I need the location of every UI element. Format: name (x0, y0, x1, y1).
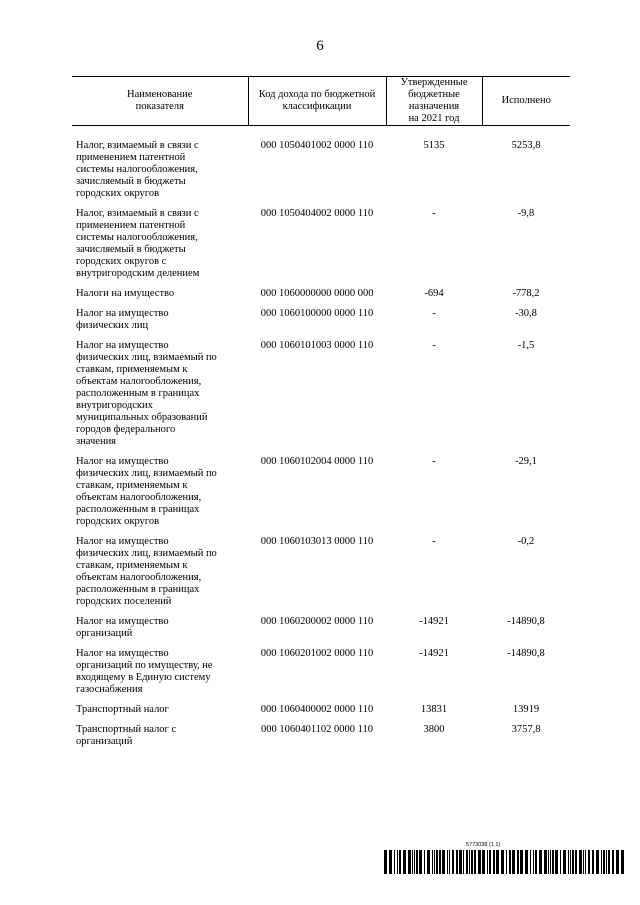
cell-name: Транспортный налог с организаций (76, 724, 177, 747)
barcode-bar (550, 850, 551, 874)
barcode-bar (548, 850, 549, 874)
barcode-bar (525, 850, 528, 874)
header-approved: Утвержденные бюджетные назначения на 2021 год (386, 77, 482, 126)
table-body (72, 126, 570, 757)
table-row (72, 308, 570, 340)
barcode-bar (601, 850, 602, 874)
cell-executed: -0,2 (517, 536, 535, 547)
barcode-bar (466, 850, 468, 874)
barcode-bar (489, 850, 491, 874)
barcode-bar (432, 850, 433, 874)
barcode-bar (570, 850, 571, 874)
cell-executed: -9,8 (517, 208, 535, 219)
cell-code: 000 1060401102 0000 110 (260, 724, 374, 735)
barcode-bar (397, 850, 398, 874)
barcode-bar (603, 850, 605, 874)
revenue-table (72, 76, 570, 756)
cell-name: Налог, взимаемый в связи с применением патентной системы налогообложения, зачисляемый в бюджеты городских округов (76, 140, 199, 199)
cell-executed: -14890,8 (507, 648, 545, 659)
cell-name: Налог на имущество физических лиц, взимаемый по ставкам, применяемым к объектам налогообложения, расположенным в границах внутригородских муниципальных образований городов федерального значения (76, 340, 217, 447)
barcode-bar (442, 850, 445, 874)
barcode-bar (563, 850, 566, 874)
barcode-bar (493, 850, 495, 874)
barcode-bar (482, 850, 485, 874)
cell-name: Налог на имущество организаций (76, 616, 169, 639)
barcode-bar (572, 850, 574, 874)
barcode-bar (427, 850, 430, 874)
cell-code: 000 1060100000 0000 110 (260, 308, 374, 319)
barcode-bar (585, 850, 586, 874)
barcode-bar (424, 850, 425, 874)
barcode (384, 840, 624, 874)
barcode-bar (579, 850, 582, 874)
table-row (72, 616, 570, 648)
cell-code: 000 1060103013 0000 110 (260, 536, 374, 547)
barcode-bar (501, 850, 504, 874)
barcode-bar (596, 850, 599, 874)
barcode-bar (469, 850, 470, 874)
cell-executed: -1,5 (517, 340, 535, 351)
barcode-bar (414, 850, 415, 874)
cell-code: 000 1060201002 0000 110 (260, 648, 374, 659)
barcode-bar (496, 850, 499, 874)
barcode-bar (583, 850, 584, 874)
barcode-bar (416, 850, 418, 874)
barcode-bar (384, 850, 387, 874)
barcode-bar (452, 850, 454, 874)
cell-name: Налог на имущество организаций по имуществу, не входящему в Единую систему газоснабжения (76, 648, 213, 695)
table-header-row (72, 77, 570, 126)
table-row (72, 456, 570, 536)
barcode-bar (471, 850, 473, 874)
barcode-bar (512, 850, 515, 874)
table-row (72, 536, 570, 616)
cell-name: Налог на имущество физических лиц, взимаемый по ставкам, применяемым к объектам налогообложения, расположенным в границах городских поселений (76, 536, 217, 607)
table-row (72, 208, 570, 288)
header-name: Наименование показателя (72, 77, 248, 126)
barcode-bar (530, 850, 531, 874)
cell-approved: - (432, 208, 436, 219)
barcode-bar (621, 850, 624, 874)
table-row (72, 288, 570, 308)
cell-code: 000 1060400002 0000 110 (260, 704, 374, 715)
cell-code: 000 1060101003 0000 110 (260, 340, 374, 351)
cell-code: 000 1050401002 0000 110 (260, 140, 374, 151)
cell-executed: 3757,8 (511, 724, 541, 735)
cell-code: 000 1050404002 0000 110 (260, 208, 374, 219)
barcode-bar (463, 850, 464, 874)
cell-name: Налоги на имущество (76, 288, 175, 299)
barcode-label: 5773038 (1.1) (466, 842, 501, 848)
barcode-bar (456, 850, 458, 874)
table-row (72, 126, 570, 209)
barcode-bar (459, 850, 462, 874)
barcode-bar (606, 850, 607, 874)
cell-approved: - (432, 340, 436, 351)
cell-approved: - (432, 536, 436, 547)
cell-approved: 3800 (423, 724, 445, 735)
cell-name: Налог на имущество физических лиц, взимаемый по ставкам, применяемым к объектам налогообложения, расположенным в границах городских округов (76, 456, 217, 527)
cell-executed: -14890,8 (507, 616, 545, 627)
barcode-bar (394, 850, 395, 874)
barcode-bar (616, 850, 619, 874)
cell-approved: -694 (424, 288, 444, 299)
barcode-bar (403, 850, 406, 874)
cell-approved: 13831 (420, 704, 448, 715)
cell-approved: 5135 (423, 140, 445, 151)
barcode-bar (612, 850, 614, 874)
barcode-bar (588, 850, 590, 874)
barcode-bar (539, 850, 542, 874)
barcode-bar (509, 850, 511, 874)
cell-executed: 13919 (512, 704, 540, 715)
barcode-bar (560, 850, 561, 874)
barcode-bar (474, 850, 476, 874)
barcode-bar (439, 850, 441, 874)
barcode-bar (487, 850, 488, 874)
cell-name: Налог на имущество физических лиц (76, 308, 169, 331)
cell-code: 000 1060200002 0000 110 (260, 616, 374, 627)
barcode-bar (506, 850, 507, 874)
barcode-bar (555, 850, 558, 874)
barcode-bar (520, 850, 523, 874)
cell-name: Транспортный налог (76, 704, 169, 715)
barcode-bar (478, 850, 481, 874)
table-row (72, 340, 570, 456)
table-row (72, 648, 570, 704)
cell-executed: -30,8 (515, 308, 537, 319)
cell-executed: -778,2 (512, 288, 540, 299)
cell-executed: -29,1 (515, 456, 537, 467)
barcode-bar (552, 850, 554, 874)
barcode-bar (575, 850, 577, 874)
cell-code: 000 1060000000 0000 000 (260, 288, 374, 299)
barcode-bar (389, 850, 392, 874)
barcode-bar (568, 850, 569, 874)
table-row (72, 704, 570, 724)
header-executed: Исполнено (482, 77, 570, 126)
barcode-bar (544, 850, 547, 874)
barcode-bar (436, 850, 438, 874)
cell-approved: - (432, 308, 436, 319)
cell-code: 000 1060102004 0000 110 (260, 456, 374, 467)
cell-name: Налог, взимаемый в связи с применением патентной системы налогообложения, зачисляемый в бюджеты городских округов с внутригородским делением (76, 208, 200, 279)
barcode-bar (517, 850, 519, 874)
cell-approved: - (432, 456, 436, 467)
barcode-bar (535, 850, 537, 874)
barcode-bar (399, 850, 401, 874)
barcode-bar (408, 850, 411, 874)
table-header (72, 77, 570, 126)
barcode-bar (447, 850, 448, 874)
barcode-bar (419, 850, 422, 874)
cell-executed: 5253,8 (511, 140, 541, 151)
barcode-bar (449, 850, 450, 874)
header-code: Код дохода по бюджетной классификации (248, 77, 386, 126)
cell-approved: -14921 (419, 648, 449, 659)
barcode-bar (608, 850, 610, 874)
cell-approved: -14921 (419, 616, 449, 627)
barcode-bar (434, 850, 435, 874)
barcode-bar (592, 850, 594, 874)
table-row (72, 724, 570, 756)
barcode-bar (412, 850, 413, 874)
page-number: 6 (316, 38, 324, 54)
barcode-bar (533, 850, 534, 874)
